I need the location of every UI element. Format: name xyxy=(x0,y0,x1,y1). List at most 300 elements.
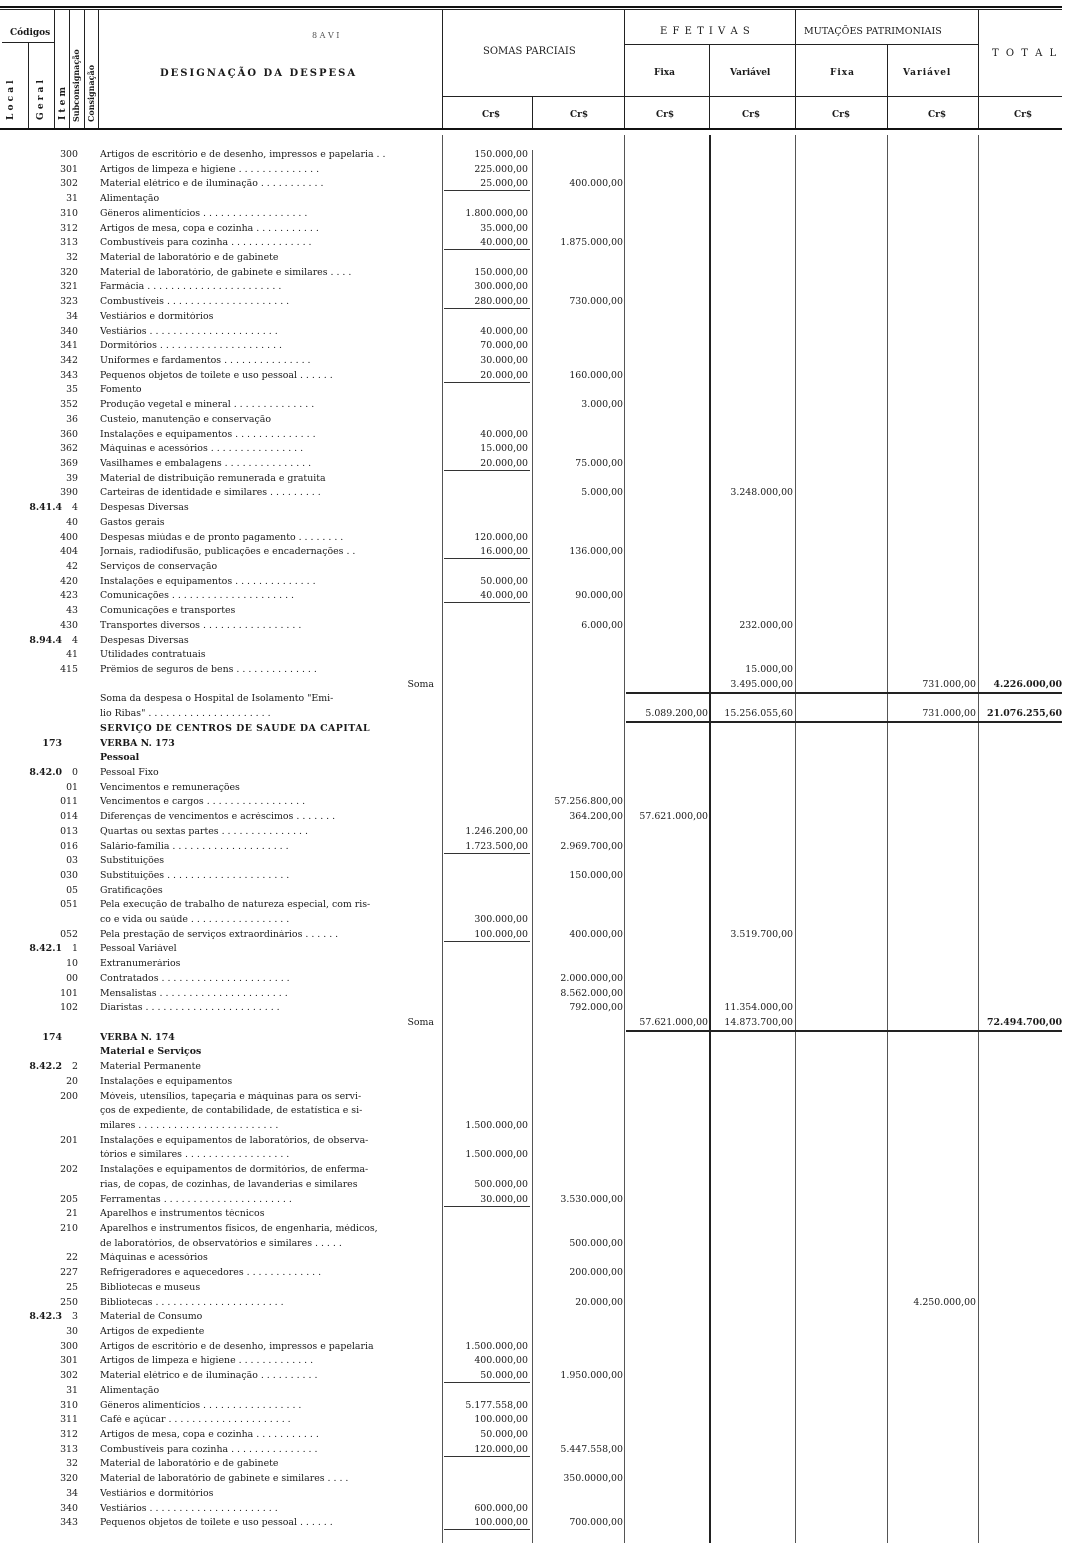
cell-desc: Despesas miúdas e de pronto pagamento . . . . . . . . xyxy=(100,533,344,543)
cell-sp2: 75.000,00 xyxy=(575,458,623,469)
cell-desc: Vencimentos e remunerações xyxy=(100,783,240,793)
table-row xyxy=(0,797,1070,807)
cell-desc: Contratados . . . . . . . . . . . . . . . . . . . . . . xyxy=(100,974,290,984)
cell-desc: Fomento xyxy=(100,385,142,395)
cell-code: 310 xyxy=(60,208,78,219)
cell-desc: Combustíveis para cozinha . . . . . . . . . . . . . . xyxy=(100,238,312,248)
table-row xyxy=(0,341,1070,351)
cell-loc: 8.41.4 xyxy=(29,502,62,513)
cell-desc: Instalações e equipamentos . . . . . . . . . . . . . . xyxy=(100,577,316,587)
cell-code: 42 xyxy=(66,561,78,572)
cell-loc: 8.42.0 xyxy=(29,767,62,778)
total-rule xyxy=(626,1030,1062,1032)
cell-sp2: 160.000,00 xyxy=(569,370,623,381)
table-row xyxy=(0,871,1070,881)
cell-desc: Aparelhos e instrumentos físicos, de engenharia, médicos, xyxy=(100,1224,378,1234)
cell-code: 312 xyxy=(60,223,78,234)
designacao-label: DESIGNAÇÃO DA DESPESA xyxy=(160,68,358,79)
cell-desc: Despesas Diversas xyxy=(100,636,189,646)
cell-desc: Vestiários e dormitórios xyxy=(100,1489,214,1499)
cell-desc: Refrigeradores e aquecedores . . . . . . . . . . . . . xyxy=(100,1268,322,1278)
cell-sp1: 35.000,00 xyxy=(480,223,528,234)
cell-code: 343 xyxy=(60,1517,78,1528)
cell-desc: Quartas ou sextas partes . . . . . . . . . . . . . . . xyxy=(100,827,308,837)
cell-sp1: 20.000,00 xyxy=(480,458,528,469)
efetivas-label: E F E T I V A S xyxy=(660,26,751,37)
cell-desc: Combustíveis para cozinha . . . . . . . . . . . . . . . xyxy=(100,1445,318,1455)
cell-desc: Soma xyxy=(407,1018,434,1028)
table-row xyxy=(0,1401,1070,1411)
cell-code: 35 xyxy=(66,384,78,395)
cell-sp2: 364.200,00 xyxy=(569,811,623,822)
cell-tot: 21.076.255,60 xyxy=(986,708,1062,719)
table-row xyxy=(0,1253,1070,1263)
cell-tot: 4.226.000,00 xyxy=(993,679,1062,690)
cell-desc: Gratificações xyxy=(100,886,163,896)
cell-sp1: 120.000,00 xyxy=(474,532,528,543)
cell-code: 321 xyxy=(60,281,78,292)
table-row xyxy=(0,1195,1070,1205)
cell-sp1: 15.000,00 xyxy=(480,443,528,454)
cell-desc: Aparelhos e instrumentos técnicos xyxy=(100,1209,265,1219)
cell-sp1: 25.000,00 xyxy=(480,178,528,189)
cell-code: 31 xyxy=(66,1385,78,1396)
cell-sp2: 5.447.558,00 xyxy=(560,1444,623,1455)
cell-sp1: 5.177.558,00 xyxy=(465,1400,528,1411)
cell-desc: Material e Serviços xyxy=(100,1047,202,1057)
cell-desc: Pequenos objetos de toilete e uso pessoal . . . . . . xyxy=(100,371,333,381)
cell-code: 014 xyxy=(60,811,78,822)
cell-sp1: 1.500.000,00 xyxy=(465,1120,528,1131)
cell-desc: Instalações e equipamentos . . . . . . . . . . . . . . xyxy=(100,430,316,440)
currency-label: Cr$ xyxy=(656,110,675,120)
cell-sp2: 2.000.000,00 xyxy=(560,973,623,984)
cell-code: 340 xyxy=(60,326,78,337)
cell-desc: Uniformes e fardamentos . . . . . . . . . . . . . . . xyxy=(100,356,311,366)
cell-code: 1 xyxy=(72,943,78,954)
cell-desc: Artigos de mesa, copa e cozinha . . . . . . . . . . . xyxy=(100,224,319,234)
table-row xyxy=(0,1033,1070,1043)
subtotal-rule xyxy=(444,249,530,250)
cell-code: 390 xyxy=(60,487,78,498)
cell-desc: Pela execução de trabalho de natureza especial, com ris- xyxy=(100,900,371,910)
cell-desc: Móveis, utensílios, tapeçaria e máquinas para os servi- xyxy=(100,1092,362,1102)
currency-label: Cr$ xyxy=(928,110,947,120)
cell-sp2: 20.000,00 xyxy=(575,1297,623,1308)
cell-code: 343 xyxy=(60,370,78,381)
cell-code: 013 xyxy=(60,826,78,837)
cell-desc: Gêneros alimentícios . . . . . . . . . . . . . . . . . . xyxy=(100,209,308,219)
table-row xyxy=(0,1445,1070,1455)
table-row xyxy=(0,1356,1070,1366)
col-sep xyxy=(28,42,29,128)
currency-label: Cr$ xyxy=(832,110,851,120)
table-row xyxy=(0,194,1070,204)
table-row xyxy=(0,150,1070,160)
cell-desc: SERVIÇO DE CENTROS DE SAÚDE DA CAPITAL xyxy=(100,724,371,734)
table-row xyxy=(0,179,1070,189)
table-row xyxy=(0,886,1070,896)
fixa2-label: Fixa xyxy=(830,68,856,78)
table-row xyxy=(0,1283,1070,1293)
cell-ef: 5.089.200,00 xyxy=(645,708,708,719)
table-row xyxy=(0,1342,1070,1352)
cell-sp1: 40.000,00 xyxy=(480,237,528,248)
cell-sp2: 2.969.700,00 xyxy=(560,841,623,852)
cell-sp2: 136.000,00 xyxy=(569,546,623,557)
cell-desc: Utilidades contratuais xyxy=(100,650,206,660)
table-row xyxy=(0,694,1070,704)
cell-desc: Material de laboratório e de gabinete xyxy=(100,253,279,263)
table-row xyxy=(0,1239,1070,1249)
variavel2-label: Variável xyxy=(903,68,952,78)
table-row xyxy=(0,1180,1070,1190)
cell-ef: 57.621.000,00 xyxy=(639,1017,708,1028)
table-row xyxy=(0,959,1070,969)
table-row xyxy=(0,400,1070,410)
group-rule xyxy=(624,44,978,45)
cell-sp2: 8.562.000,00 xyxy=(560,988,623,999)
table-row xyxy=(0,209,1070,219)
cell-code: 205 xyxy=(60,1194,78,1205)
cell-code: 404 xyxy=(60,546,78,557)
cell-desc: Substituições xyxy=(100,856,165,866)
cell-sp1: 500.000,00 xyxy=(474,1179,528,1190)
col-sep xyxy=(69,10,70,128)
top-rule xyxy=(0,6,1062,8)
cell-sp1: 400.000,00 xyxy=(474,1355,528,1366)
cell-desc: Gastos gerais xyxy=(100,518,165,528)
table-row xyxy=(0,842,1070,852)
cell-sp1: 50.000,00 xyxy=(480,1429,528,1440)
cell-desc: Artigos de limpeza e higiene . . . . . . . . . . . . . . xyxy=(100,165,320,175)
table-row xyxy=(0,709,1070,719)
table-row xyxy=(0,1489,1070,1499)
cell-sp2: 400.000,00 xyxy=(569,929,623,940)
cell-ev: 3.248.000,00 xyxy=(730,487,793,498)
cell-desc: Vencimentos e cargos . . . . . . . . . . . . . . . . . xyxy=(100,797,306,807)
cell-code: 10 xyxy=(66,958,78,969)
cell-desc: Mensalistas . . . . . . . . . . . . . . . . . . . . . . xyxy=(100,989,288,999)
subtotal-rule xyxy=(444,941,530,942)
table-row xyxy=(0,606,1070,616)
table-row xyxy=(0,1018,1070,1028)
total-rule xyxy=(626,721,1062,723)
cell-sp1: 1.723.500,00 xyxy=(465,841,528,852)
table-row xyxy=(0,1386,1070,1396)
table-row xyxy=(0,1106,1070,1116)
cell-desc: co e vida ou saúde . . . . . . . . . . . . . . . . . xyxy=(100,915,290,925)
cell-desc: Artigos de expediente xyxy=(100,1327,205,1337)
cell-sp1: 16.000,00 xyxy=(480,546,528,557)
cell-ev: 15.256.055,60 xyxy=(724,708,793,719)
cell-sp1: 1.800.000,00 xyxy=(465,208,528,219)
table-row xyxy=(0,1327,1070,1337)
cell-code: 300 xyxy=(60,149,78,160)
cell-code: 313 xyxy=(60,237,78,248)
subtotal-rule xyxy=(444,382,530,383)
table-row xyxy=(0,1504,1070,1514)
cell-code: 39 xyxy=(66,473,78,484)
table-row xyxy=(0,444,1070,454)
cell-code: 30 xyxy=(66,1326,78,1337)
cell-desc: VERBA N. 173 xyxy=(100,739,175,749)
cell-code: 202 xyxy=(60,1164,78,1175)
cell-code: 323 xyxy=(60,296,78,307)
cell-ev: 14.873.700,00 xyxy=(724,1017,793,1028)
col-sep xyxy=(795,10,796,128)
table-row xyxy=(0,562,1070,572)
cell-sp1: 40.000,00 xyxy=(480,429,528,440)
cell-desc: Soma da despesa o Hospital de Isolamento "Emi- xyxy=(100,694,334,704)
cell-desc: Café e açúcar . . . . . . . . . . . . . . . . . . . . . xyxy=(100,1415,291,1425)
cell-sp2: 1.950.000,00 xyxy=(560,1370,623,1381)
cell-code: 300 xyxy=(60,1341,78,1352)
cell-ev: 15.000,00 xyxy=(745,664,793,675)
cell-ef: 57.621.000,00 xyxy=(639,811,708,822)
cell-desc: tórios e similares . . . . . . . . . . . . . . . . . . xyxy=(100,1150,290,1160)
cell-desc: Material de laboratório e de gabinete xyxy=(100,1459,279,1469)
top-rule-2 xyxy=(0,9,1062,10)
cell-desc: Material de laboratório, de gabinete e similares . . . . xyxy=(100,268,352,278)
cell-desc: Pequenos objetos de toilete e uso pessoal . . . . . . xyxy=(100,1518,333,1528)
codigos-label: Códigos xyxy=(10,28,51,38)
cell-loc: 8.42.3 xyxy=(29,1311,62,1322)
cell-sp2: 5.000,00 xyxy=(581,487,623,498)
table-row xyxy=(0,1165,1070,1175)
cell-desc: Vestiários e dormitórios xyxy=(100,312,214,322)
table-row xyxy=(0,224,1070,234)
cell-sp2: 500.000,00 xyxy=(569,1238,623,1249)
cell-desc: Gêneros alimentícios . . . . . . . . . . . . . . . . . xyxy=(100,1401,302,1411)
cell-desc: Material Permanente xyxy=(100,1062,201,1072)
table-row xyxy=(0,1136,1070,1146)
subtotal-rule xyxy=(444,1456,530,1457)
consignacao-label: Consignação xyxy=(86,64,96,122)
table-row xyxy=(0,327,1070,337)
table-row xyxy=(0,783,1070,793)
cell-sp1: 100.000,00 xyxy=(474,1414,528,1425)
subtotal-rule xyxy=(444,1529,530,1530)
table-row xyxy=(0,1298,1070,1308)
table-row xyxy=(0,547,1070,557)
mutacoes-label: MUTAÇÕES PATRIMONIAIS xyxy=(804,26,942,37)
cell-code: 430 xyxy=(60,620,78,631)
table-row xyxy=(0,665,1070,675)
cell-desc: Artigos de escritório e de desenho, impressos e papelaria . . xyxy=(100,150,386,160)
cell-sp2: 90.000,00 xyxy=(575,590,623,601)
cell-code: 3 xyxy=(72,1311,78,1322)
cell-code: 362 xyxy=(60,443,78,454)
cell-desc: Instalações e equipamentos de laboratórios, de observa- xyxy=(100,1136,369,1146)
table-row xyxy=(0,1371,1070,1381)
cell-desc: Diaristas . . . . . . . . . . . . . . . . . . . . . . . xyxy=(100,1003,280,1013)
table-row xyxy=(0,312,1070,322)
cell-desc: Comunicações . . . . . . . . . . . . . . . . . . . . . xyxy=(100,591,295,601)
cell-code: 423 xyxy=(60,590,78,601)
cell-sp1: 30.000,00 xyxy=(480,355,528,366)
cell-code: 32 xyxy=(66,252,78,263)
cell-desc: Bibliotecas . . . . . . . . . . . . . . . . . . . . . . xyxy=(100,1298,284,1308)
subtotal-rule xyxy=(444,602,530,603)
table-row xyxy=(0,591,1070,601)
currency-label: Cr$ xyxy=(482,110,501,120)
cell-code: 420 xyxy=(60,576,78,587)
item-label: I t e m xyxy=(58,86,68,120)
cell-code: 312 xyxy=(60,1429,78,1440)
cell-desc: Pela prestação de serviços extraordinários . . . . . . xyxy=(100,930,339,940)
cell-desc: Pessoal Fixo xyxy=(100,768,159,778)
cell-sp2: 200.000,00 xyxy=(569,1267,623,1278)
somas-parciais-label: SOMAS PARCIAIS xyxy=(483,46,576,57)
cell-desc: Artigos de limpeza e higiene . . . . . . . . . . . . . xyxy=(100,1356,314,1366)
cell-sp2: 700.000,00 xyxy=(569,1517,623,1528)
table-row xyxy=(0,1062,1070,1072)
cell-sp1: 100.000,00 xyxy=(474,929,528,940)
header-bottom-rule xyxy=(0,128,1062,130)
cell-code: 34 xyxy=(66,311,78,322)
cell-desc: Vestiários . . . . . . . . . . . . . . . . . . . . . . xyxy=(100,1504,278,1514)
cell-desc: Despesas Diversas xyxy=(100,503,189,513)
subtotal-rule xyxy=(444,308,530,309)
cell-desc: VERBA N. 174 xyxy=(100,1033,175,1043)
cell-desc: Máquinas e acessórios xyxy=(100,1253,208,1263)
cell-sp2: 1.875.000,00 xyxy=(560,237,623,248)
table-row xyxy=(0,1047,1070,1057)
cell-desc: Instalações e equipamentos de dormitórios, de enferma- xyxy=(100,1165,369,1175)
cell-code: 0 xyxy=(72,767,78,778)
cell-sp1: 50.000,00 xyxy=(480,576,528,587)
cell-code: 34 xyxy=(66,1488,78,1499)
cell-code: 340 xyxy=(60,1503,78,1514)
cell-loc: 8.42.1 xyxy=(29,943,62,954)
variavel-label: Variável xyxy=(730,68,771,78)
table-row xyxy=(0,974,1070,984)
cell-desc: Artigos de escritório e de desenho, impressos e papelaria xyxy=(100,1342,374,1352)
cell-desc: Vestiários . . . . . . . . . . . . . . . . . . . . . . xyxy=(100,327,278,337)
table-row xyxy=(0,518,1070,528)
table-row xyxy=(0,680,1070,690)
cell-desc: Material de distribuição remunerada e gratuita xyxy=(100,474,326,484)
cell-desc: Extranumerários xyxy=(100,959,181,969)
cell-code: 201 xyxy=(60,1135,78,1146)
total-label: T O T A L xyxy=(992,48,1059,59)
table-row xyxy=(0,1209,1070,1219)
cell-sp2: 350.0000,00 xyxy=(563,1473,623,1484)
cell-sp2: 150.000,00 xyxy=(569,870,623,881)
cell-loc: 8.42.2 xyxy=(29,1061,62,1072)
table-row xyxy=(0,488,1070,498)
cell-sp1: 280.000,00 xyxy=(474,296,528,307)
cell-desc: Máquinas e acessórios . . . . . . . . . . . . . . . . xyxy=(100,444,304,454)
cell-sp2: 6.000,00 xyxy=(581,620,623,631)
cell-sp2: 730.000,00 xyxy=(569,296,623,307)
cell-desc: Artigos de mesa, copa e cozinha . . . . . . . . . . . xyxy=(100,1430,319,1440)
table-row xyxy=(0,577,1070,587)
cell-desc: Material elétrico e de iluminação . . . . . . . . . . . xyxy=(100,179,324,189)
cell-desc: Jornais, radiodifusão, publicações e encadernações . . xyxy=(100,547,356,557)
cell-desc: rias, de copas, de cozinhas, de lavanderias e similares xyxy=(100,1180,358,1190)
cell-desc: Material elétrico e de iluminação . . . . . . . . . . xyxy=(100,1371,318,1381)
table-row xyxy=(0,1092,1070,1102)
cell-code: 2 xyxy=(72,1061,78,1072)
cell-sp1: 1.500.000,00 xyxy=(465,1341,528,1352)
table-row xyxy=(0,1224,1070,1234)
table-header xyxy=(0,0,1070,135)
cell-desc: Comunicações e transportes xyxy=(100,606,236,616)
cell-sp1: 50.000,00 xyxy=(480,1370,528,1381)
subtotal-rule xyxy=(444,190,530,191)
cell-code: 05 xyxy=(66,885,78,896)
table-row xyxy=(0,944,1070,954)
table-row xyxy=(0,165,1070,175)
cell-code: 25 xyxy=(66,1282,78,1293)
table-row xyxy=(0,636,1070,646)
cell-code: 227 xyxy=(60,1267,78,1278)
cell-code: 011 xyxy=(60,796,78,807)
subtotal-rule xyxy=(444,1382,530,1383)
cell-sp1: 600.000,00 xyxy=(474,1503,528,1514)
table-row xyxy=(0,856,1070,866)
col-sep xyxy=(84,10,85,128)
col-sep xyxy=(709,44,710,128)
table-row xyxy=(0,474,1070,484)
col-sep xyxy=(54,10,55,128)
cell-sp1: 225.000,00 xyxy=(474,164,528,175)
cell-code: 352 xyxy=(60,399,78,410)
cell-ev: 3.495.000,00 xyxy=(730,679,793,690)
cell-code: 31 xyxy=(66,193,78,204)
table-row xyxy=(0,371,1070,381)
cell-desc: Instalações e equipamentos xyxy=(100,1077,233,1087)
col-sep xyxy=(532,96,533,128)
currency-label: Cr$ xyxy=(742,110,761,120)
cell-ev: 3.519.700,00 xyxy=(730,929,793,940)
table-row xyxy=(0,1150,1070,1160)
cell-sp1: 40.000,00 xyxy=(480,326,528,337)
top-mark: 8 A V I xyxy=(312,31,340,40)
cell-code: 4 xyxy=(72,502,78,513)
table-row xyxy=(0,1003,1070,1013)
cell-sp1: 100.000,00 xyxy=(474,1517,528,1528)
table-row xyxy=(0,385,1070,395)
cell-sp1: 30.000,00 xyxy=(480,1194,528,1205)
cell-desc: Alimentação xyxy=(100,194,160,204)
col-sep xyxy=(887,44,888,128)
table-row xyxy=(0,915,1070,925)
cell-code: 342 xyxy=(60,355,78,366)
cell-code: 210 xyxy=(60,1223,78,1234)
cell-loc: 173 xyxy=(42,738,62,749)
cell-desc: Farmácia . . . . . . . . . . . . . . . . . . . . . . . xyxy=(100,282,282,292)
cell-loc: 174 xyxy=(42,1032,62,1043)
cell-desc: Soma xyxy=(407,680,434,690)
cell-sp2: 57.256.800,00 xyxy=(554,796,623,807)
cell-code: 030 xyxy=(60,870,78,881)
table-row xyxy=(0,1121,1070,1131)
cell-code: 369 xyxy=(60,458,78,469)
cell-desc: Combustíveis . . . . . . . . . . . . . . . . . . . . . xyxy=(100,297,290,307)
cell-mv: 731.000,00 xyxy=(922,708,976,719)
subtotal-rule xyxy=(444,470,530,471)
cell-mv: 731.000,00 xyxy=(922,679,976,690)
cell-code: 22 xyxy=(66,1252,78,1263)
cell-desc: Custeio, manutenção e conservação xyxy=(100,415,271,425)
col-sep xyxy=(978,10,979,128)
cell-code: 01 xyxy=(66,782,78,793)
subtotal-rule xyxy=(444,558,530,559)
table-row xyxy=(0,621,1070,631)
